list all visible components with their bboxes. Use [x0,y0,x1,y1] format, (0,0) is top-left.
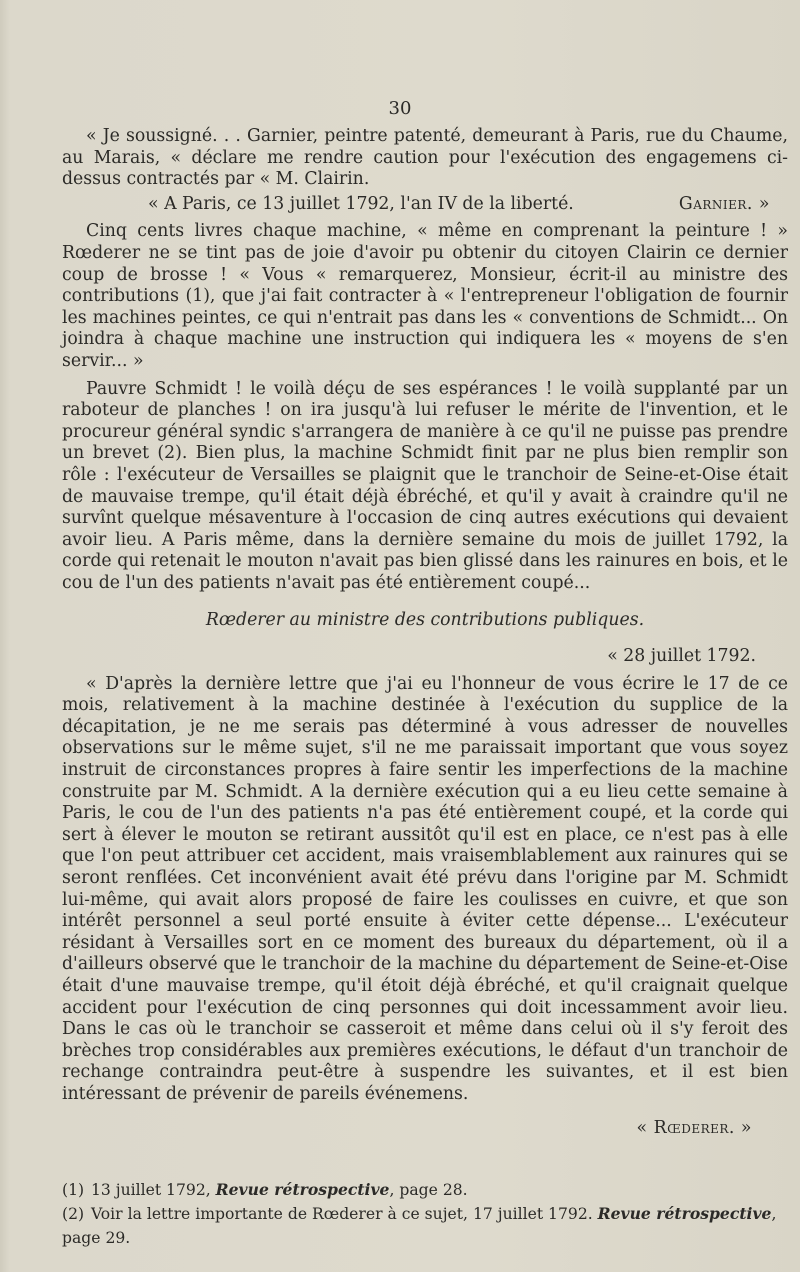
letter-heading: Rœderer au ministre des contributions publiques. [205,610,645,631]
footnote-1 [62,1178,778,1202]
letter-signature: « Rœderer. » [636,1117,752,1138]
cinq-cents-paragraph: Cinq cents livres chaque machine, « même en comprenant la peinture ! » Rœderer ne se tint pas de joie d'avoir pu obtenir du citoyen Clairin ce dernier coup de brosse ! « Vous « remarquerez, Monsieur, écrit-il au ministre des contributions (1), que j'ai fait contracter à « l'entrepreneur l'obligation de fournir les machines peintes, ce qui n'entrait pas dans les « conventions de Schmidt... On joindra à chaque machine une instruction qui indiquera les « moyens de s'en servir... » [62,221,788,371]
page-number: 30 [388,98,412,119]
dateline [62,194,788,216]
pauvre-schmidt-paragraph: Pauvre Schmidt ! le voilà déçu de ses espérances ! le voilà supplanté par un raboteur de planches ! on ira jusqu'à lui refuser le mérite de l'invention, et le procureur général syndic s'arrangera de manière à ce qu'il ne puisse pas prendre un brevet (2). Bien plus, la machine Schmidt finit par ne plus bien remplir son rôle : l'exécuteur de Versailles se plaignit que le tranchoir de Seine-et-Oise était de mauvaise trempe, qu'il était déjà ébréché, et qu'il y avait à craindre qu'il ne survînt quelque mésaventure à l'occasion de cinq autres exécutions qui devaient avoir lieu. A Paris même, dans la dernière semaine du mois de juillet 1792, la corde qui retenait le mouton n'avait pas bien glissé dans les rainures en bois, et le cou de l'un des patients n'avait pas été entièrement coupé... [62,378,788,593]
footnote-page: , page 28. [389,1181,468,1199]
footnotes [62,1178,778,1250]
caution-paragraph: « Je soussigné. . . Garnier, peintre patenté, demeurant à Paris, rue du Chaume, au Marais, « déclare me rendre caution pour l'exécution des engagemens ci-dessus contractés par « M. Clairin. [62,126,788,190]
footnote-title: Revue rétrospective [215,1180,390,1199]
letter-date: « 28 juillet 1792. [607,646,756,667]
footnote-title: Revue rétrospective [597,1204,772,1223]
letter-body: « D'après la dernière lettre que j'ai eu l'honneur de vous écrire le 17 de ce mois, relativement à la machine destinée à l'exécution du supplice de la décapitation, je ne me serais pas déterminé à vous adresser de nouvelles observations sur le même sujet, s'il ne me paraissait important que vous soyez instruit de circonstances propres à faire sentir les imperfections de la machine construite par M. Schmidt. A la dernière exécution qui a eu lieu cette semaine à Paris, le cou de l'un des patients n'a pas été entièrement coupé, et la corde qui sert à élever le mouton se retirant aussitôt qu'il est en place, ce n'est pas à elle que l'on peut attribuer cet accident, mais vraisemblablement aux rainures qui se seront renflées. Cet inconvénient avait été prévu dans l'origine par M. Schmidt lui-même, qui avait alors proposé de faire les coulisses en cuivre, et que son intérêt personnel a seul porté ensuite à éviter cette dépense... L'exécuteur résidant à Versailles sort en ce moment des bureaux du département, où il a d'ailleurs observé que le tranchoir de la machine du département de Seine-et-Oise était d'une mauvaise trempe, qu'il étoit déjà ébréché, et qu'il craignait quelque accident pour l'exécution de cinq personnes qui doit incessamment avoir lieu. Dans le cas où le tranchoir se casseroit et même dans celui où il s'y feroit des brèches trop considérables aux premières exécutions, le défaut d'un tranchoir de rechange contraindra peut-être à suspendre les suivantes, et il est bien intéressant de prévenir de pareils événemens. [62,673,788,1104]
footnote-text: Voir la lettre importante de Rœderer à ce sujet, 17 juillet 1792. [90,1205,598,1223]
dateline-signer: Garnier. » [678,193,770,214]
footnote-page: , page 29. [62,1205,777,1247]
footnote-mark: (2) [62,1205,85,1223]
footnote-text: 13 juillet 1792, [90,1181,216,1199]
dateline-place: « A Paris, ce 13 juillet 1792, l'an IV de la liberté. [148,193,574,214]
footnote-mark: (1) [62,1181,85,1199]
footnote-2 [62,1202,778,1250]
page-body [62,126,788,1139]
